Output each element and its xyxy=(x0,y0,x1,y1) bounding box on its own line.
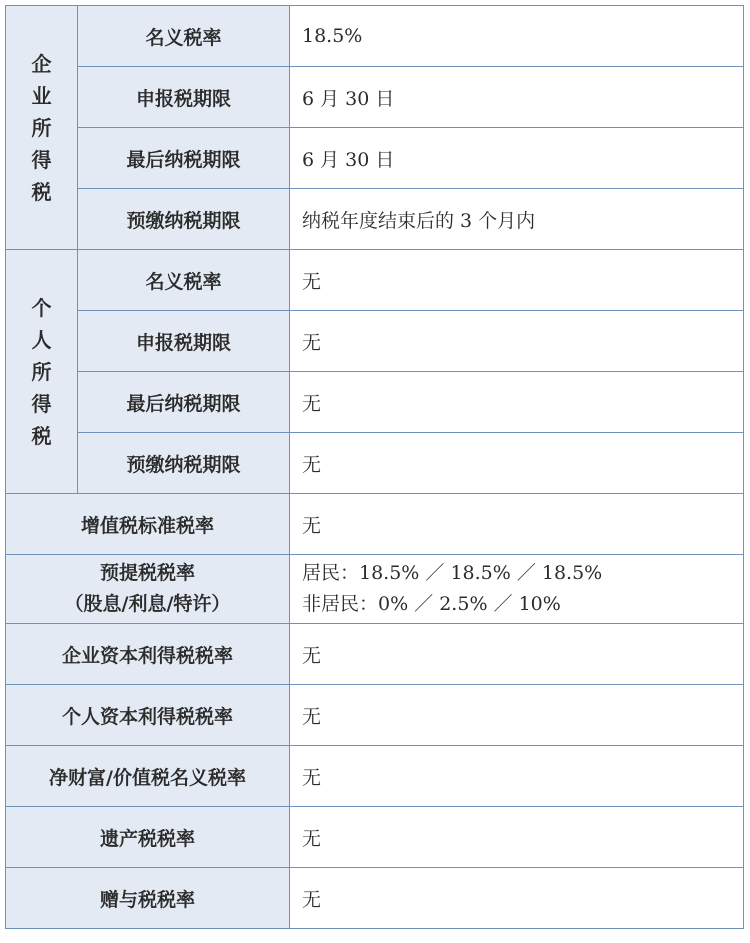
row-label: 个人资本利得税税率 xyxy=(6,685,290,746)
row-value: 纳税年度结束后的 3 个月内 xyxy=(290,189,744,250)
table-row xyxy=(6,250,744,311)
table-row xyxy=(6,624,744,685)
row-label: 最后纳税期限 xyxy=(78,128,290,189)
row-label: 申报税期限 xyxy=(78,311,290,372)
withholding-label-line1: 预提税税率 xyxy=(99,562,195,584)
row-value: 无 xyxy=(290,807,744,868)
row-value: 无 xyxy=(290,624,744,685)
row-label: 企业资本利得税税率 xyxy=(6,624,290,685)
table-row xyxy=(6,746,744,807)
row-value: 无 xyxy=(290,868,744,929)
row-value: 无 xyxy=(290,746,744,807)
table-row xyxy=(6,128,744,189)
row-value: 无 xyxy=(290,311,744,372)
row-value: 18.5% xyxy=(290,6,744,67)
row-label: 预缴纳税期限 xyxy=(78,433,290,494)
group-label-individual-income-tax xyxy=(6,250,78,494)
row-value: 无 xyxy=(290,433,744,494)
row-value: 无 xyxy=(290,250,744,311)
table-row xyxy=(6,372,744,433)
table-row xyxy=(6,67,744,128)
row-label: 名义税率 xyxy=(78,6,290,67)
group-label-text: 个人所得税 xyxy=(31,295,52,448)
row-label: 预缴纳税期限 xyxy=(78,189,290,250)
row-value-vat: 无 xyxy=(290,494,744,555)
row-value-withholding xyxy=(290,555,744,624)
tax-rate-table xyxy=(5,5,744,929)
row-value: 6 月 30 日 xyxy=(290,67,744,128)
row-value: 无 xyxy=(290,372,744,433)
group-label-text: 企业所得税 xyxy=(31,51,52,204)
row-label: 名义税率 xyxy=(78,250,290,311)
row-label: 净财富/价值税名义税率 xyxy=(6,746,290,807)
table-row xyxy=(6,433,744,494)
table-row xyxy=(6,189,744,250)
row-label: 赠与税税率 xyxy=(6,868,290,929)
row-label-withholding xyxy=(6,555,290,624)
table-row xyxy=(6,6,744,67)
row-label: 申报税期限 xyxy=(78,67,290,128)
withholding-label-line2: （股息/利息/特许） xyxy=(64,593,231,615)
group-label-corporate-income-tax xyxy=(6,6,78,250)
table-row xyxy=(6,807,744,868)
table-row xyxy=(6,311,744,372)
withholding-value-nonresident: 非居民：0% ／ 2.5% ／ 10% xyxy=(302,593,561,615)
row-value: 6 月 30 日 xyxy=(290,128,744,189)
row-label: 遗产税税率 xyxy=(6,807,290,868)
withholding-value-resident: 居民：18.5% ／ 18.5% ／ 18.5% xyxy=(302,562,603,584)
table-row xyxy=(6,868,744,929)
row-value: 无 xyxy=(290,685,744,746)
row-label-vat: 增值税标准税率 xyxy=(6,494,290,555)
row-label: 最后纳税期限 xyxy=(78,372,290,433)
table-row xyxy=(6,685,744,746)
table-row xyxy=(6,494,744,555)
table-row xyxy=(6,555,744,624)
tax-table-container xyxy=(5,5,743,937)
